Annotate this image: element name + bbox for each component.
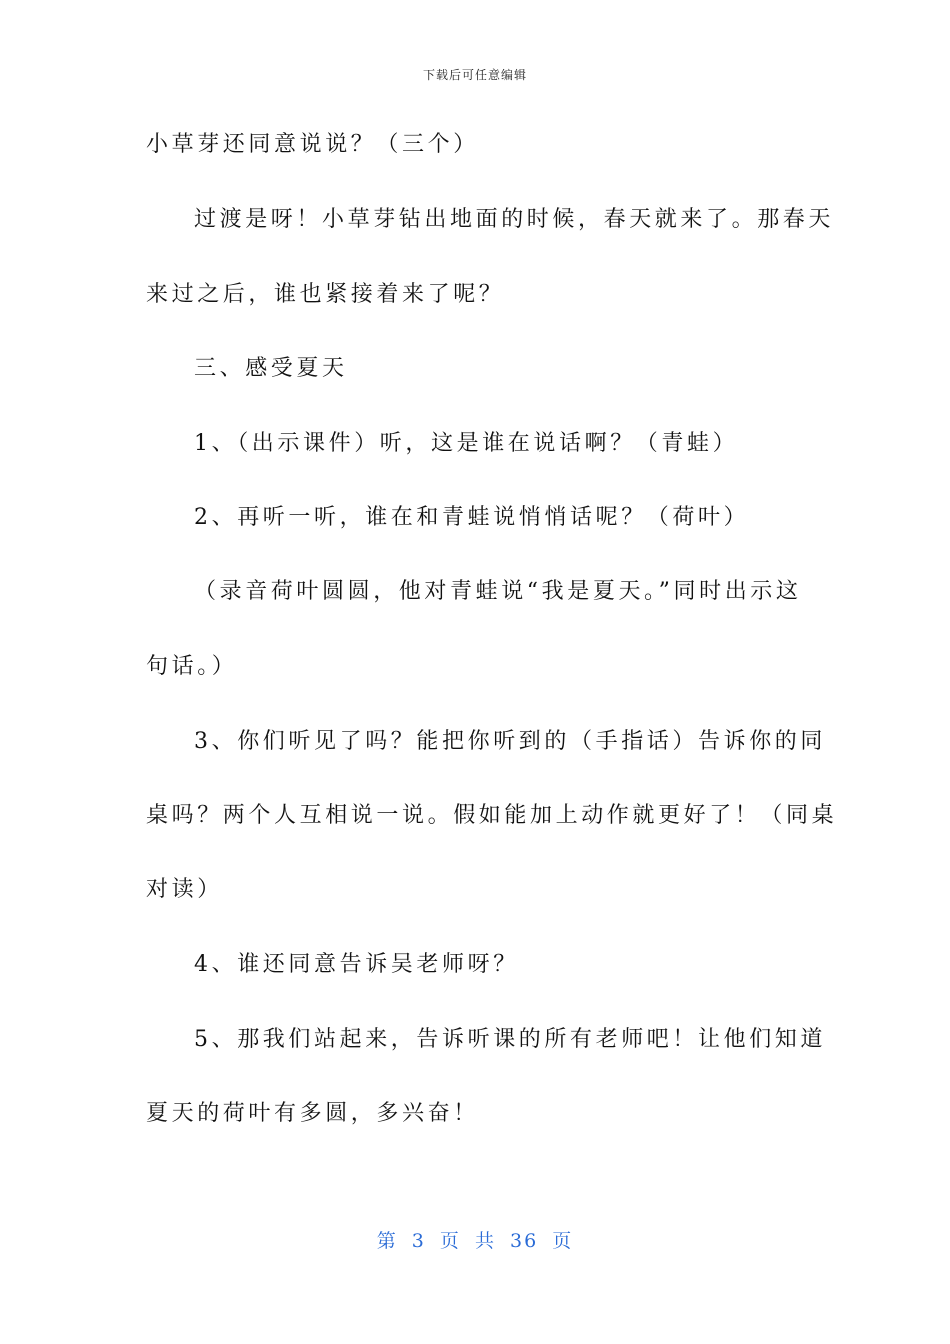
paragraph-line: 对读）	[146, 877, 223, 902]
paragraph-line: 5、那我们站起来，告诉听课的所有老师吧！让他们知道	[194, 1027, 826, 1052]
paragraph-line: 夏天的荷叶有多圆，多兴奋！	[146, 1101, 479, 1126]
page-header: 下载后可任意编辑	[422, 68, 527, 82]
paragraph-line: 3、你们听见了吗？能把你听到的（手指话）告诉你的同	[194, 729, 826, 754]
paragraph-line: 小草芽还同意说说？（三个）	[146, 132, 479, 157]
section-heading: 三、感受夏天	[194, 356, 348, 381]
paragraph-line: 句话。）	[146, 654, 238, 679]
paragraph-line: 1、（出示课件）听，这是谁在说话啊？（青蛙）	[194, 431, 739, 456]
paragraph-line: （录音荷叶圆圆，他对青蛙说“我是夏天。”同时出示这	[194, 579, 802, 604]
paragraph-line: 4、谁还同意告诉吴老师呀？	[194, 952, 519, 977]
paragraph-line: 桌吗？两个人互相说一说。假如能加上动作就更好了！（同桌	[146, 803, 838, 828]
paragraph-line: 2、再听一听，谁在和青蛙说悄悄话呢？（荷叶）	[194, 505, 750, 530]
paragraph-line: 过渡是呀！小草芽钻出地面的时候，春天就来了。那春天	[194, 207, 835, 232]
page-footer: 第 3 页 共 36 页	[376, 1230, 574, 1252]
paragraph-line: 来过之后，谁也紧接着来了呢？	[146, 282, 505, 307]
